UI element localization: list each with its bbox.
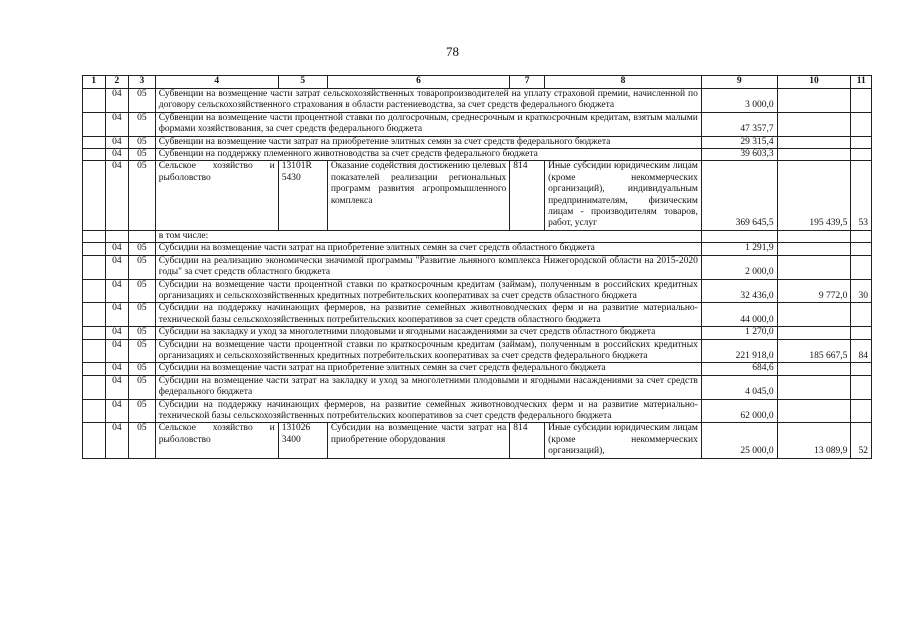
execution-percent <box>851 327 872 339</box>
detail-row <box>83 161 872 230</box>
amount-total: 2 000,0 <box>701 255 777 279</box>
amount-total: 3 000,0 <box>701 89 777 113</box>
page-number: 78 <box>446 44 459 59</box>
execution-percent: 30 <box>851 279 872 303</box>
section-code: 04 <box>105 363 129 375</box>
amount-executed: 185 667,5 <box>777 339 851 363</box>
section-code: 04 <box>105 136 129 148</box>
row-description: Субвенции на возмещение части затрат на приобретение элитных семян за счет средств федерального бюджета <box>155 136 701 148</box>
subsection-code: 05 <box>129 255 156 279</box>
target-article-code: 131026 3400 <box>278 423 327 458</box>
including-row <box>83 230 872 242</box>
section-code: 04 <box>105 89 129 113</box>
detail-row <box>83 423 872 458</box>
table-row <box>83 303 872 327</box>
row-description: Субсидии на реализацию экономически значимой программы "Развитие льняного комплекса Нижегородской области на 2015-2020 годы" за счет средств областного бюджета <box>155 255 701 279</box>
amount-executed <box>777 303 851 327</box>
section-code: 04 <box>105 112 129 136</box>
amount-total: 221 918,0 <box>701 339 777 363</box>
expense-type-code: 814 <box>510 161 545 230</box>
amount-executed: 9 772,0 <box>777 279 851 303</box>
target-article-name: Субсидии на возмещение части затрат на приобретение оборудования <box>327 423 509 458</box>
row-description: Субвенции на возмещение части процентной ставки по долгосрочным, среднесрочным и краткосрочным кредитам, взятым малыми формами хозяйствования, за счет средств федерального бюджета <box>155 112 701 136</box>
amount-total: 44 000,0 <box>701 303 777 327</box>
row-description: Субсидии на поддержку начинающих фермеров, на развитие семейных животноводческих ферм и на развитие материально-технической базы сельскохозяйственных потребительских кооперативов за счет средств областного бюджета <box>155 303 701 327</box>
table-row <box>83 339 872 363</box>
table-row <box>83 375 872 399</box>
table-row <box>83 112 872 136</box>
amount-total: 4 045,0 <box>701 375 777 399</box>
table-row <box>83 279 872 303</box>
execution-percent <box>851 89 872 113</box>
header-cell: 6 <box>327 76 509 89</box>
execution-percent <box>851 255 872 279</box>
header-cell: 9 <box>701 76 777 89</box>
subsection-code: 05 <box>129 339 156 363</box>
expense-type-name: Иные субсидии юридическим лицам (кроме некоммерческих организаций), <box>545 423 702 458</box>
section-code: 04 <box>105 149 129 161</box>
header-cell: 8 <box>545 76 702 89</box>
table-row <box>83 243 872 255</box>
row-description: Субсидии на возмещение части затрат на приобретение элитных семян за счет средств федерального бюджета <box>155 363 701 375</box>
section-code: 04 <box>105 303 129 327</box>
row-description: Субсидии на возмещение части процентной ставки по краткосрочным кредитам (займам), полученным в российских кредитных организациях и сельскохозяйственных кредитных потребительских кооперативах за счет средств федерального бюджета <box>155 339 701 363</box>
table-row <box>83 363 872 375</box>
table-row <box>83 136 872 148</box>
row-description: Субсидии на возмещение части процентной ставки по краткосрочным кредитам (займам), полученным в российских кредитных организациях и сельскохозяйственных кредитных потребительских кооперативах за счет средств областного бюджета <box>155 279 701 303</box>
header-cell: 4 <box>155 76 278 89</box>
subsection-code: 05 <box>129 149 156 161</box>
amount-total: 32 436,0 <box>701 279 777 303</box>
subsection-code: 05 <box>129 423 156 458</box>
amount-total: 25 000,0 <box>701 423 777 458</box>
target-article-code: 13101R 5430 <box>278 161 327 230</box>
including-label: в том числе: <box>155 230 701 242</box>
execution-percent <box>851 399 872 423</box>
amount-executed <box>777 375 851 399</box>
header-cell: 7 <box>510 76 545 89</box>
header-cell: 2 <box>105 76 129 89</box>
subsection-code: 05 <box>129 303 156 327</box>
subsection-code: 05 <box>129 327 156 339</box>
amount-total: 39 603,3 <box>701 149 777 161</box>
header-cell: 10 <box>777 76 851 89</box>
header-cell: 1 <box>83 76 106 89</box>
row-description: Субвенции на поддержку племенного животноводства за счет средств федерального бюджета <box>155 149 701 161</box>
subsection-code: 05 <box>129 112 156 136</box>
section-name: Сельское хозяйство и рыболовство <box>155 161 278 230</box>
amount-executed: 13 089,9 <box>777 423 851 458</box>
expense-type-name: Иные субсидии юридическим лицам (кроме некоммерческих организаций), индивидуальным предпринимателям, физическим лицам - производителям товаров, работ, услуг <box>545 161 702 230</box>
amount-executed <box>777 136 851 148</box>
execution-percent: 84 <box>851 339 872 363</box>
expense-type-code: 814 <box>510 423 545 458</box>
amount-total: 684,6 <box>701 363 777 375</box>
amount-executed <box>777 255 851 279</box>
budget-table <box>82 75 872 459</box>
section-code: 04 <box>105 255 129 279</box>
amount-executed <box>777 399 851 423</box>
table-row <box>83 255 872 279</box>
execution-percent <box>851 112 872 136</box>
table-row <box>83 399 872 423</box>
amount-executed <box>777 149 851 161</box>
amount-total: 62 000,0 <box>701 399 777 423</box>
amount-total: 29 315,4 <box>701 136 777 148</box>
execution-percent: 53 <box>851 161 872 230</box>
subsection-code: 05 <box>129 161 156 230</box>
execution-percent <box>851 375 872 399</box>
header-cell: 5 <box>278 76 327 89</box>
table-row <box>83 89 872 113</box>
amount-total: 369 645,5 <box>701 161 777 230</box>
row-description: Субсидии на закладку и уход за многолетними плодовыми и ягодными насаждениями за счет средств областного бюджета <box>155 327 701 339</box>
row-description: Субсидии на поддержку начинающих фермеров, на развитие семейных животноводческих ферм и на развитие материально-технической базы сельскохозяйственных потребительских кооперативов за счет средств федерального бюджета <box>155 399 701 423</box>
amount-total: 47 357,7 <box>701 112 777 136</box>
amount-executed: 195 439,5 <box>777 161 851 230</box>
section-code: 04 <box>105 161 129 230</box>
target-article-name: Оказание содействия достижению целевых показателей реализации региональных программ развития агропромышленного комплекса <box>327 161 509 230</box>
subsection-code: 05 <box>129 363 156 375</box>
subsection-code: 05 <box>129 243 156 255</box>
row-description: Субсидии на возмещение части затрат на приобретение элитных семян за счет средств областного бюджета <box>155 243 701 255</box>
section-code: 04 <box>105 423 129 458</box>
amount-executed <box>777 243 851 255</box>
section-code: 04 <box>105 375 129 399</box>
section-code: 04 <box>105 327 129 339</box>
section-code: 04 <box>105 243 129 255</box>
section-name: Сельское хозяйство и рыболовство <box>155 423 278 458</box>
amount-total: 1 270,0 <box>701 327 777 339</box>
subsection-code: 05 <box>129 375 156 399</box>
header-cell: 3 <box>129 76 156 89</box>
amount-total: 1 291,9 <box>701 243 777 255</box>
budget-table-container <box>82 75 872 459</box>
subsection-code: 05 <box>129 136 156 148</box>
table-row <box>83 327 872 339</box>
section-code: 04 <box>105 399 129 423</box>
execution-percent <box>851 363 872 375</box>
execution-percent <box>851 243 872 255</box>
section-code: 04 <box>105 339 129 363</box>
execution-percent <box>851 136 872 148</box>
subsection-code: 05 <box>129 399 156 423</box>
execution-percent: 52 <box>851 423 872 458</box>
amount-executed <box>777 327 851 339</box>
amount-executed <box>777 112 851 136</box>
row-description: Субсидии на возмещение части затрат на закладку и уход за многолетними плодовыми и ягодными насаждениями за счет средств федерального бюджета <box>155 375 701 399</box>
amount-executed <box>777 89 851 113</box>
subsection-code: 05 <box>129 279 156 303</box>
table-row <box>83 149 872 161</box>
subsection-code: 05 <box>129 89 156 113</box>
section-code: 04 <box>105 279 129 303</box>
amount-executed <box>777 363 851 375</box>
header-row <box>83 76 872 89</box>
header-cell: 11 <box>851 76 872 89</box>
row-description: Субвенции на возмещение части затрат сельскохозяйственных товаропроизводителей на уплату страховой премии, начисленной по договору сельскохозяйственного страхования в области растениеводства, за счет средств федерального бюджета <box>155 89 701 113</box>
execution-percent <box>851 149 872 161</box>
execution-percent <box>851 303 872 327</box>
